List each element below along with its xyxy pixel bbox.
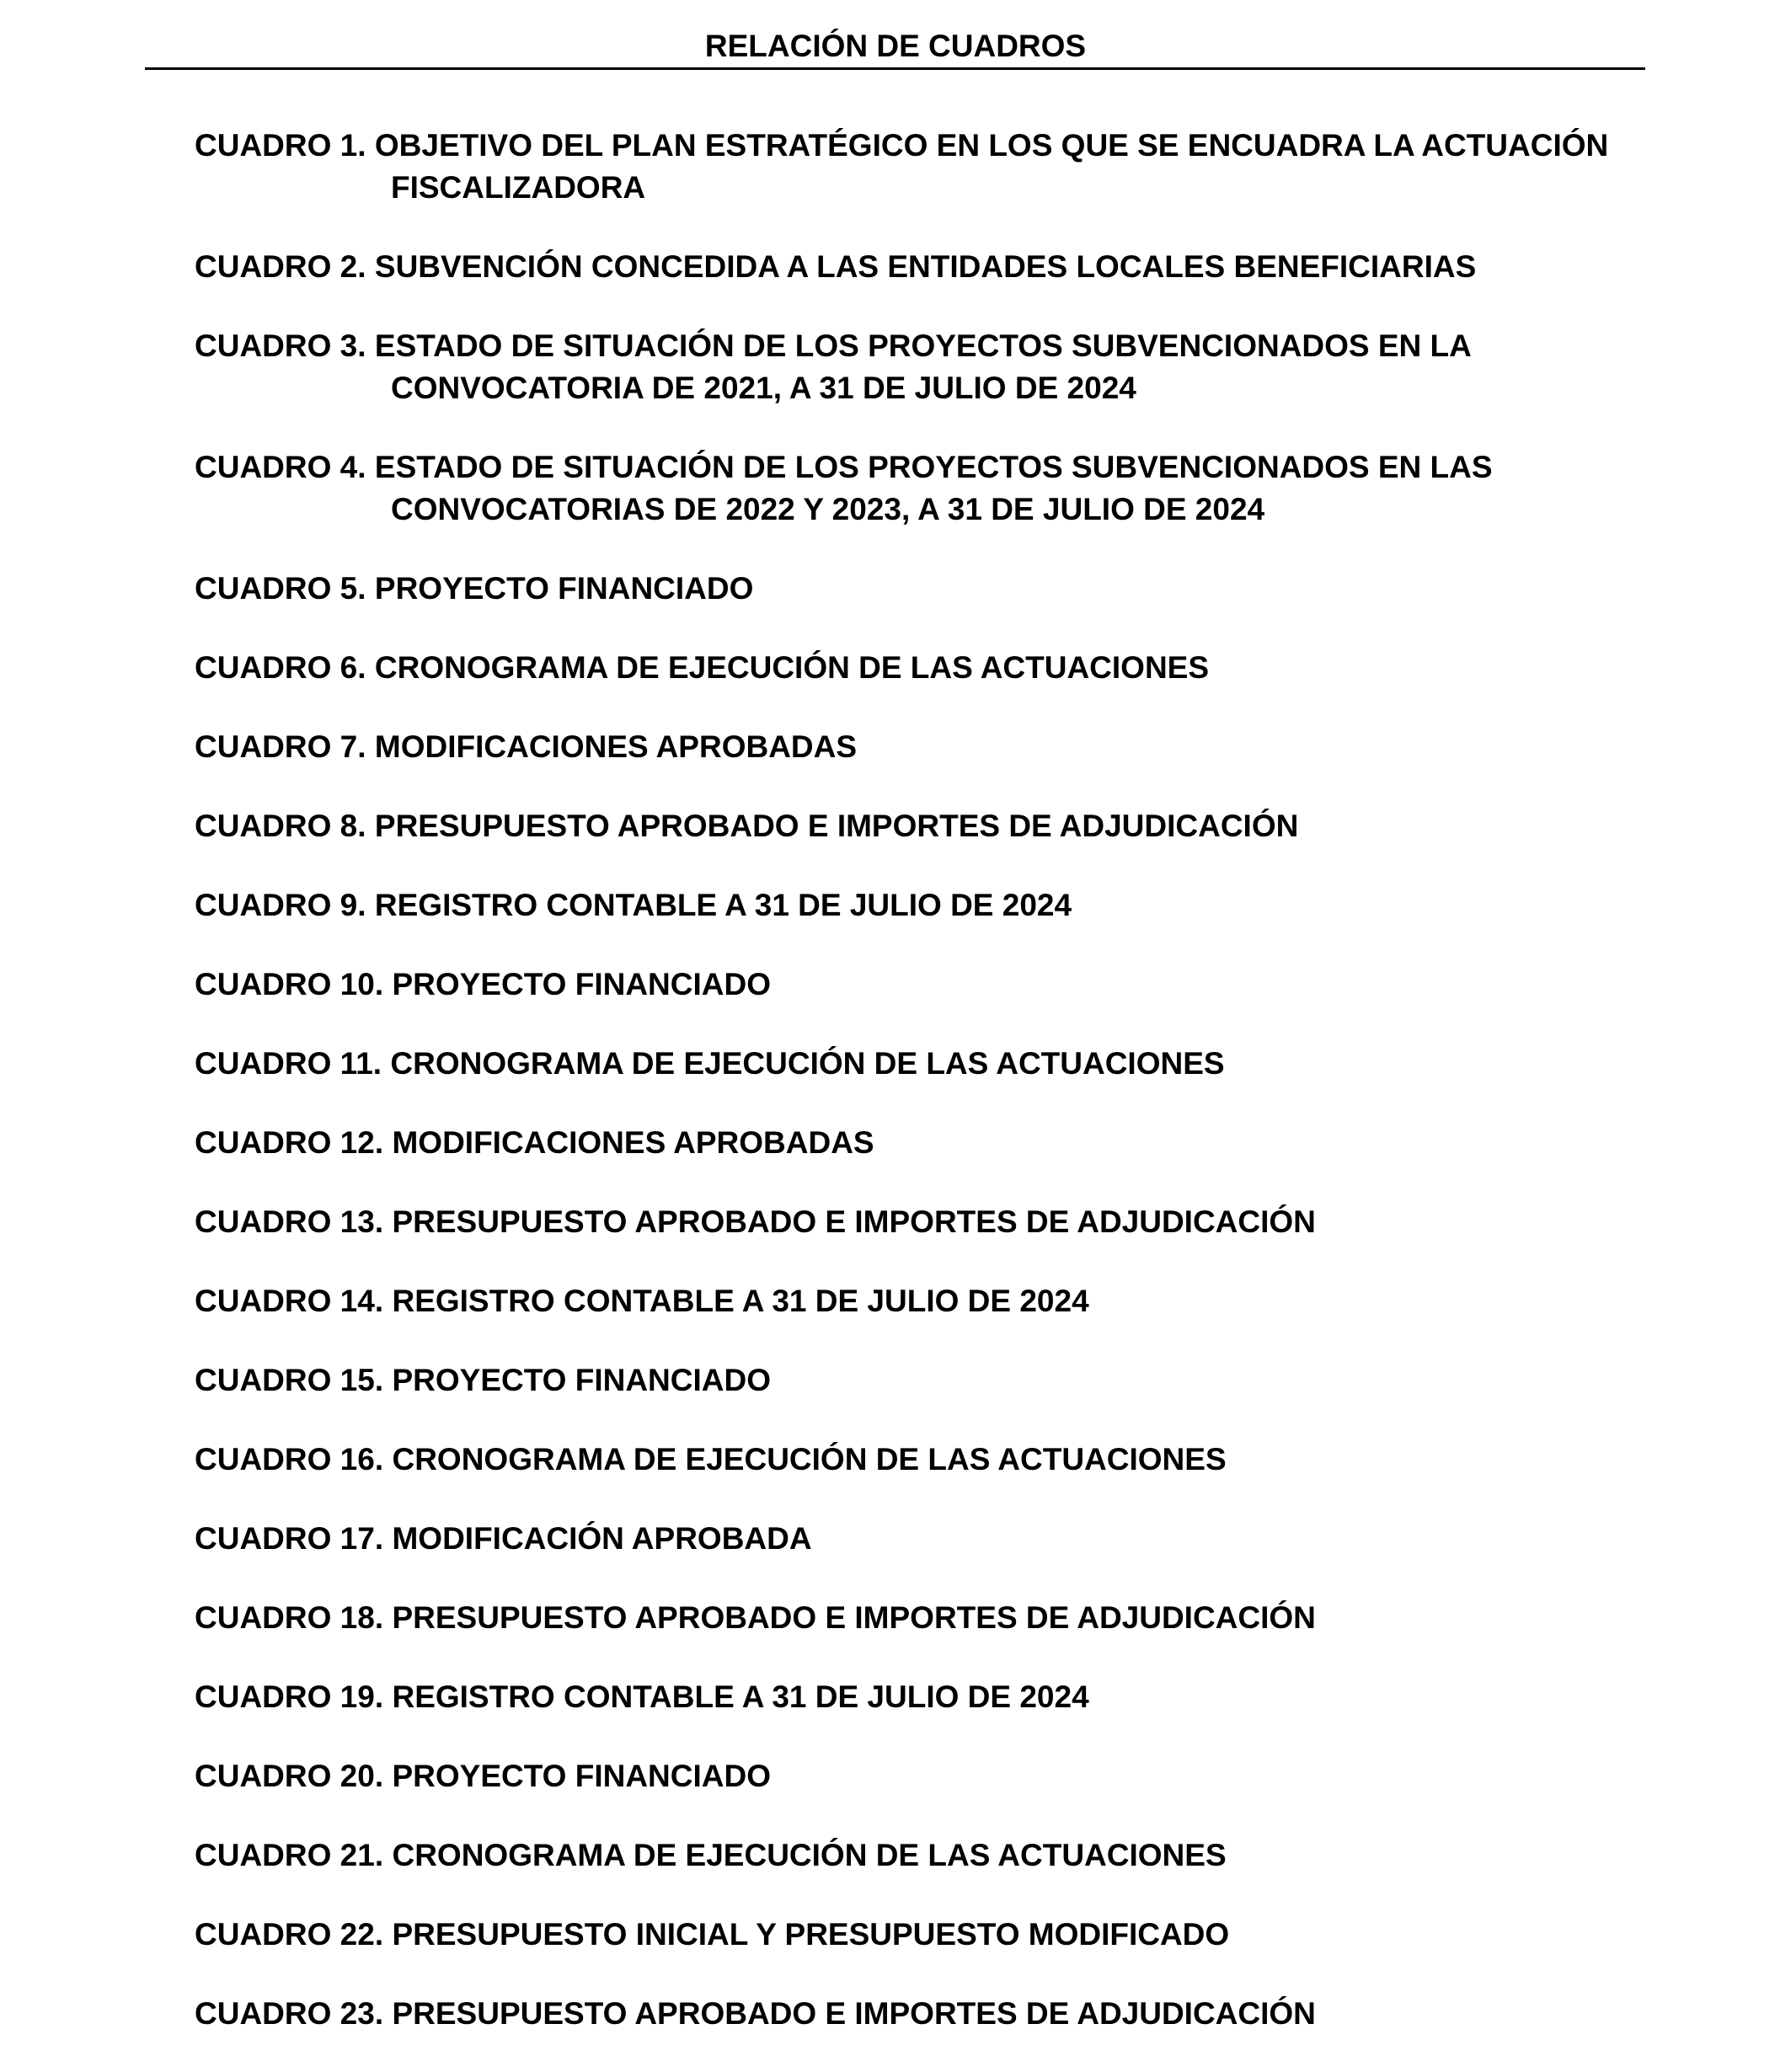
item-title: CRONOGRAMA DE EJECUCIÓN DE LAS ACTUACIONES: [392, 1442, 1227, 1477]
list-item: [195, 1993, 1677, 2035]
item-label: CUADRO 2.: [195, 249, 366, 284]
item-label: CUADRO 12.: [195, 1125, 384, 1160]
item-label: CUADRO 23.: [195, 1996, 384, 2031]
list-item: [195, 1043, 1677, 1085]
item-title: REGISTRO CONTABLE A 31 DE JULIO DE 2024: [392, 1679, 1089, 1714]
list-item: [195, 1122, 1677, 1164]
list-item: [195, 1676, 1677, 1718]
item-label: CUADRO 7.: [195, 729, 366, 764]
list-item: [195, 1201, 1677, 1243]
list-item: [195, 964, 1677, 1006]
item-title: PROYECTO FINANCIADO: [392, 1759, 771, 1793]
item-title: PROYECTO FINANCIADO: [392, 1363, 771, 1397]
item-title: OBJETIVO DEL PLAN ESTRATÉGICO EN LOS QUE SE ENCUADRA LA ACTUACIÓN FISCALIZADORA: [374, 128, 1609, 205]
title-divider: [145, 67, 1645, 70]
item-label: CUADRO 20.: [195, 1759, 384, 1793]
item-title: PRESUPUESTO APROBADO E IMPORTES DE ADJUDICACIÓN: [392, 1600, 1316, 1635]
item-label: CUADRO 9.: [195, 888, 366, 922]
item-label: CUADRO 4.: [195, 450, 366, 484]
list-item: [195, 884, 1677, 927]
item-label: CUADRO 5.: [195, 571, 366, 606]
list-item: [195, 1439, 1677, 1481]
item-label: CUADRO 22.: [195, 1917, 384, 1952]
item-title: MODIFICACIÓN APROBADA: [392, 1521, 812, 1556]
item-label: CUADRO 17.: [195, 1521, 384, 1556]
item-title: SUBVENCIÓN CONCEDIDA A LAS ENTIDADES LOCALES BENEFICIARIAS: [374, 249, 1477, 284]
item-title: CRONOGRAMA DE EJECUCIÓN DE LAS ACTUACIONES: [374, 650, 1210, 685]
item-title: CRONOGRAMA DE EJECUCIÓN DE LAS ACTUACIONES: [392, 1838, 1227, 1872]
list-item: [195, 1280, 1677, 1322]
list-item: [195, 125, 1677, 209]
list-item: [195, 726, 1677, 768]
item-label: CUADRO 1.: [195, 128, 366, 163]
item-title: MODIFICACIONES APROBADAS: [392, 1125, 874, 1160]
item-title: CRONOGRAMA DE EJECUCIÓN DE LAS ACTUACIONES: [390, 1046, 1225, 1081]
item-label: CUADRO 3.: [195, 328, 366, 363]
item-title: PROYECTO FINANCIADO: [392, 967, 771, 1001]
list-item: [195, 1914, 1677, 1956]
list-item: [195, 325, 1677, 409]
list-item: [195, 568, 1677, 610]
item-label: CUADRO 6.: [195, 650, 366, 685]
item-title: MODIFICACIONES APROBADAS: [374, 729, 858, 764]
item-title: PRESUPUESTO APROBADO E IMPORTES DE ADJUDICACIÓN: [374, 809, 1299, 843]
item-title: ESTADO DE SITUACIÓN DE LOS PROYECTOS SUBVENCIONADOS EN LA CONVOCATORIA DE 2021, A 31 DE JULIO DE 2024: [374, 328, 1471, 405]
list-item: [195, 805, 1677, 847]
list-item: [195, 1518, 1677, 1560]
list-item: [195, 1359, 1677, 1402]
item-label: CUADRO 13.: [195, 1204, 384, 1239]
list-item: [195, 1834, 1677, 1877]
item-label: CUADRO 19.: [195, 1679, 384, 1714]
list-item: [195, 1597, 1677, 1639]
item-label: CUADRO 21.: [195, 1838, 384, 1872]
list-item: [195, 446, 1677, 531]
item-title: REGISTRO CONTABLE A 31 DE JULIO DE 2024: [374, 888, 1072, 922]
item-label: CUADRO 10.: [195, 967, 384, 1001]
item-title: PRESUPUESTO APROBADO E IMPORTES DE ADJUDICACIÓN: [392, 1996, 1316, 2031]
item-label: CUADRO 18.: [195, 1600, 384, 1635]
table-list: [195, 125, 1677, 2072]
list-item: [195, 246, 1677, 288]
list-item: [195, 647, 1677, 689]
page-title: RELACIÓN DE CUADROS: [704, 29, 1087, 63]
item-title: PRESUPUESTO INICIAL Y PRESUPUESTO MODIFICADO: [392, 1917, 1230, 1952]
item-title: ESTADO DE SITUACIÓN DE LOS PROYECTOS SUBVENCIONADOS EN LAS CONVOCATORIAS DE 2022 Y 2023, A 31 DE JULIO DE 2024: [374, 450, 1493, 526]
item-label: CUADRO 14.: [195, 1284, 384, 1318]
item-label: CUADRO 11.: [195, 1046, 382, 1081]
item-title: PRESUPUESTO APROBADO E IMPORTES DE ADJUDICACIÓN: [392, 1204, 1316, 1239]
list-item: [195, 1755, 1677, 1797]
item-label: CUADRO 15.: [195, 1363, 384, 1397]
item-title: PROYECTO FINANCIADO: [374, 571, 754, 606]
item-label: CUADRO 16.: [195, 1442, 384, 1477]
item-label: CUADRO 8.: [195, 809, 366, 843]
item-title: REGISTRO CONTABLE A 31 DE JULIO DE 2024: [392, 1284, 1089, 1318]
